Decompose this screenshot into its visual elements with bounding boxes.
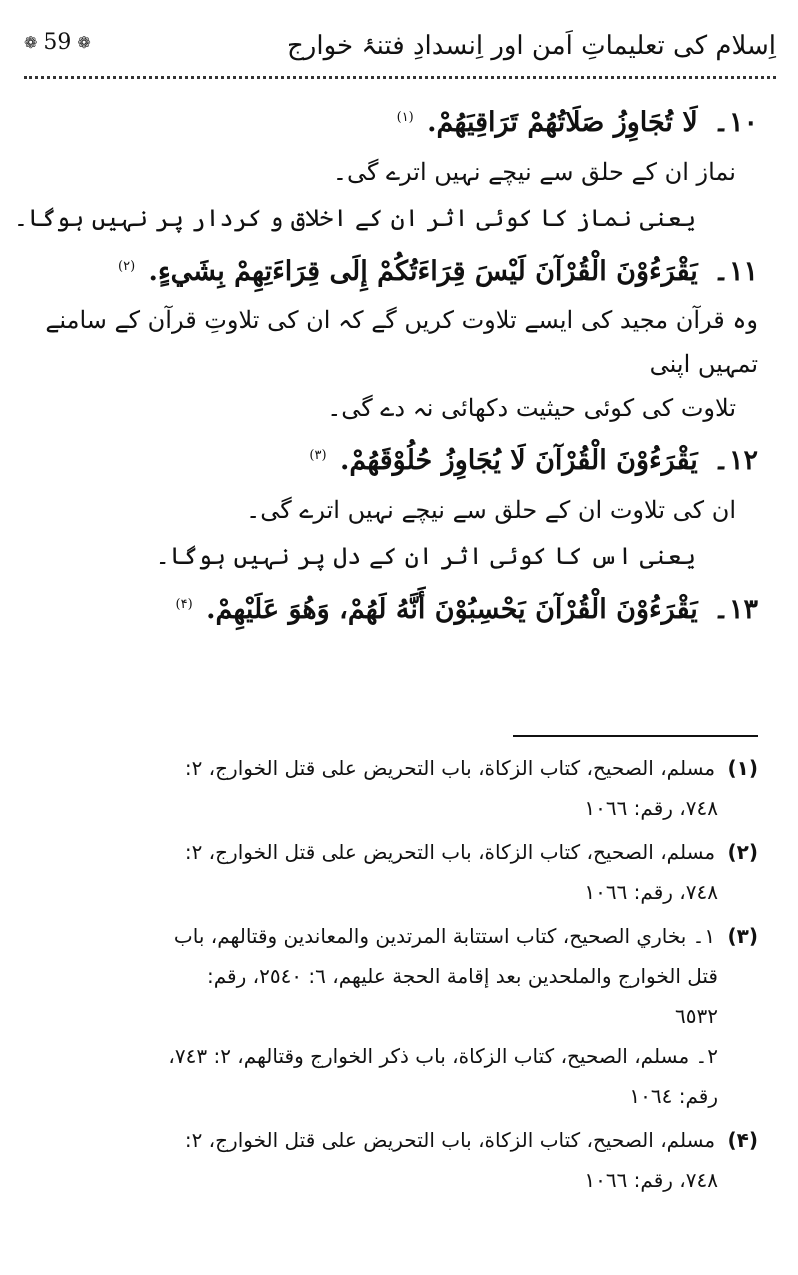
page-number: 59 xyxy=(43,30,72,55)
footnotes xyxy=(40,748,758,1204)
urdu-explanation: یعنی اس کا کوئی اثر ان کے دل پر نہیں ہوگا۔ xyxy=(155,542,696,570)
item-heading xyxy=(40,92,758,149)
footnote-marker: (۳) xyxy=(309,448,327,463)
footnote-text: ٦٥٣٢ xyxy=(675,1004,718,1028)
footnote-text: ٧٤٨، رقم: ١٠٦٦ xyxy=(584,796,718,820)
footnote-label: (۱) xyxy=(727,756,758,780)
footnote-text: مسلم، الصحيح، كتاب الزكاة، باب التحريض على قتل الخوارج، ٢: xyxy=(184,840,716,864)
footnote xyxy=(40,832,758,912)
urdu-line: تلاوت کی کوئی حیثیت دکھائی نہ دے گی۔ xyxy=(327,394,736,422)
footnote-text: ١۔ بخاري الصحيح، كتاب استتابة المرتدين والمعاندين وقتالهم، باب xyxy=(173,924,716,948)
arabic-text: لَا تُجَاوِزُ صَلَاتُهُمْ تَرَاقِيَهُمْ. xyxy=(427,107,698,138)
footnote-label: (۲) xyxy=(727,840,758,864)
ornament-icon: ❁ xyxy=(77,33,91,52)
footnote-text: رقم: ١٠٦٤ xyxy=(629,1084,718,1108)
footnote xyxy=(40,1120,758,1200)
urdu-explanation: یعنی نماز کا کوئی اثر ان کے اخلاق و کردار پر نہیں ہوگا۔ xyxy=(13,204,696,232)
footnote-label: (۳) xyxy=(727,924,758,948)
footnote-divider xyxy=(513,735,758,737)
arabic-text: يَقْرَءُوْنَ الْقُرْآنَ لَا يُجَاوِزُ حُلُوْقَهُمْ. xyxy=(339,445,698,476)
main-text xyxy=(13,92,758,636)
footnote-label: (۴) xyxy=(727,1128,758,1152)
footnote-marker: (۲) xyxy=(118,259,136,274)
item-heading xyxy=(40,579,758,636)
ornament-icon: ❁ xyxy=(24,33,38,52)
footnote-text: مسلم، الصحيح، كتاب الزكاة، باب التحريض على قتل الخوارج، ٢: xyxy=(184,756,716,780)
footnote xyxy=(40,916,758,1116)
page-header xyxy=(24,24,776,74)
footnote-marker: (۴) xyxy=(175,597,193,612)
arabic-text: يَقْرَءُوْنَ الْقُرْآنَ لَيْسَ قِرَاءَتُكُمْ إِلَى قِرَاءَتِهِمْ بِشَيءٍ. xyxy=(148,256,698,287)
item-number: ۱۲۔ xyxy=(713,445,758,476)
footnote-text: مسلم، الصحيح، كتاب الزكاة، باب التحريض على قتل الخوارج، ٢: xyxy=(184,1128,716,1152)
urdu-translation xyxy=(40,298,758,430)
urdu-translation: نماز ان کے حلق سے نیچے نہیں اترے گی۔ xyxy=(332,158,736,186)
item-number: ۱۰۔ xyxy=(713,107,758,138)
footnote-text: قتل الخوارج والملحدين بعد إقامة الحجة عليهم، ٦: ٢٥٤٠، رقم: xyxy=(206,964,718,988)
footnote-text: ٧٤٨، رقم: ١٠٦٦ xyxy=(584,880,718,904)
item-heading xyxy=(40,430,758,487)
urdu-line: وہ قرآن مجید کی ایسے تلاوت کریں گے کہ ان کی تلاوتِ قرآن کے سامنے تمہیں اپنی xyxy=(45,306,758,378)
footnote-marker: (۱) xyxy=(396,110,414,125)
header-divider xyxy=(24,76,776,79)
footnote xyxy=(40,748,758,828)
urdu-translation: ان کی تلاوت ان کے حلق سے نیچے نہیں اترے گی۔ xyxy=(246,496,736,524)
footnote-text: ٧٤٨، رقم: ١٠٦٦ xyxy=(584,1168,718,1192)
footnote-text: ٢۔ مسلم، الصحيح، كتاب الزكاة، باب ذكر الخوارج وقتالهم، ٢: ٧٤٣، xyxy=(168,1044,718,1068)
item-number: ۱۱۔ xyxy=(713,256,758,287)
item-heading xyxy=(40,241,758,298)
item-number: ۱۳۔ xyxy=(713,594,758,625)
running-title: اِسلام کی تعلیماتِ اَمن اور اِنسدادِ فتنۂ خوارج xyxy=(287,31,776,61)
page-number-block xyxy=(24,30,91,55)
arabic-text: يَقْرَءُوْنَ الْقُرْآنَ يَحْسِبُوْنَ أَنَّهُ لَهُمْ، وَهُوَ عَلَيْهِمْ. xyxy=(206,594,698,625)
